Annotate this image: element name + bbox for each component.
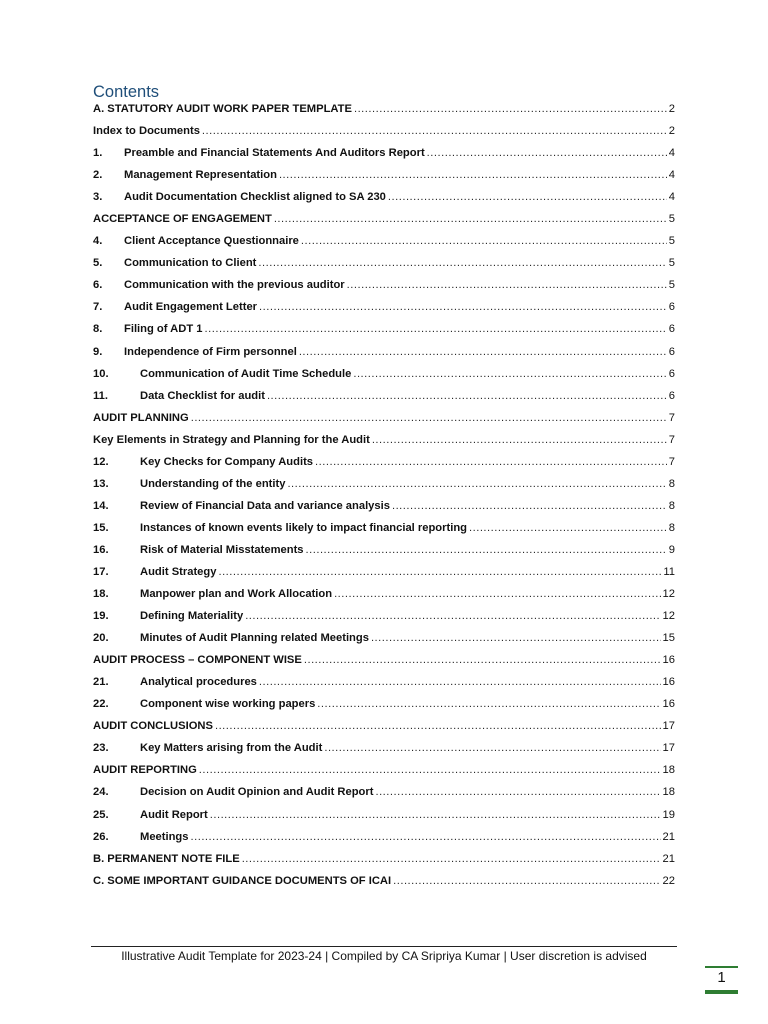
toc-dot-leader	[287, 478, 666, 490]
toc-entry-page: 15	[662, 632, 675, 645]
toc-entry-page: 5	[668, 213, 675, 226]
toc-entry-page: 16	[662, 654, 675, 667]
toc-entry-title: Analytical procedures	[140, 676, 257, 689]
toc-entry-title: AUDIT REPORTING	[93, 764, 197, 777]
toc-entry[interactable]	[93, 257, 675, 279]
toc-entry-number: 10.	[93, 367, 109, 380]
toc-dot-leader	[258, 257, 666, 269]
toc-entry[interactable]	[93, 346, 675, 368]
toc-entry-title: Management Representation	[124, 169, 277, 182]
toc-entry-number: 2.	[93, 169, 103, 182]
toc-entry-page: 8	[668, 521, 675, 534]
toc-entry-number: 24.	[93, 786, 109, 799]
toc-dot-leader	[215, 720, 661, 732]
toc-entry-title: B. PERMANENT NOTE FILE	[93, 852, 240, 865]
toc-entry-page: 5	[668, 257, 675, 270]
toc-entry-title: Audit Report	[140, 808, 208, 821]
toc-entry-page: 7	[668, 411, 675, 424]
toc-entry-page: 6	[668, 367, 675, 380]
toc-entry-title: Minutes of Audit Planning related Meetings	[140, 632, 369, 645]
toc-entry-title: Index to Documents	[93, 125, 200, 138]
toc-entry-title: Independence of Firm personnel	[124, 345, 297, 358]
toc-entry-number: 13.	[93, 477, 109, 490]
toc-entry-page: 17	[662, 720, 675, 733]
toc-entry-page: 18	[662, 764, 675, 777]
toc-entry-page: 12	[662, 610, 675, 623]
toc-entry[interactable]	[93, 279, 675, 301]
toc-dot-leader	[245, 610, 660, 622]
toc-entry-title: Client Acceptance Questionnaire	[124, 235, 299, 248]
toc-entry-page: 6	[668, 389, 675, 402]
toc-entry-number: 11.	[93, 389, 108, 402]
toc-entry-number: 3.	[93, 191, 103, 204]
toc-entry-title: Communication of Audit Time Schedule	[140, 367, 352, 380]
toc-entry[interactable]	[93, 742, 675, 764]
toc-entry-title: Instances of known events likely to impact financial reporting	[140, 521, 467, 534]
toc-dot-leader	[375, 786, 660, 798]
toc-entry-title: Review of Financial Data and variance analysis	[140, 499, 390, 512]
toc-entry-number: 15.	[93, 521, 109, 534]
toc-entry-title: Audit Documentation Checklist aligned to SA 230	[124, 191, 386, 204]
toc-dot-leader	[347, 279, 667, 291]
toc-entry[interactable]	[93, 853, 675, 875]
toc-dot-leader	[388, 191, 667, 203]
toc-dot-leader	[210, 809, 661, 821]
toc-entry[interactable]	[93, 368, 675, 390]
toc-entry-page: 2	[668, 125, 675, 138]
toc-entry-number: 5.	[93, 257, 103, 270]
toc-dot-leader	[372, 434, 667, 446]
toc-entry-number: 7.	[93, 301, 103, 314]
toc-dot-leader	[392, 500, 667, 512]
toc-entry-number: 12.	[93, 455, 109, 468]
toc-dot-leader	[353, 368, 666, 380]
toc-entry[interactable]	[93, 809, 675, 831]
toc-entry-page: 16	[662, 676, 675, 689]
toc-entry-page: 18	[662, 786, 675, 799]
toc-dot-leader	[469, 522, 667, 534]
toc-dot-leader	[279, 169, 667, 181]
toc-entry-title: Key Matters arising from the Audit	[140, 742, 323, 755]
toc-entry[interactable]	[93, 478, 675, 500]
toc-entry-page: 8	[668, 477, 675, 490]
toc-entry[interactable]	[93, 764, 675, 786]
toc-entry-page: 6	[668, 323, 675, 336]
table-of-contents	[93, 103, 675, 897]
toc-dot-leader	[334, 588, 660, 600]
toc-dot-leader	[317, 698, 660, 710]
toc-entry-number: 4.	[93, 235, 103, 248]
toc-entry-number: 19.	[93, 610, 109, 623]
toc-entry-page: 9	[668, 543, 675, 556]
toc-entry-title: Risk of Material Misstatements	[140, 543, 304, 556]
toc-entry[interactable]	[93, 412, 675, 434]
page-number-box	[705, 966, 738, 994]
toc-entry-page: 6	[668, 345, 675, 358]
toc-entry-title: Decision on Audit Opinion and Audit Report	[140, 786, 374, 799]
toc-entry-page: 19	[662, 808, 675, 821]
toc-dot-leader	[202, 125, 667, 137]
toc-entry-page: 7	[668, 455, 675, 468]
toc-dot-leader	[299, 346, 667, 358]
toc-entry-number: 17.	[93, 565, 109, 578]
toc-dot-leader	[306, 544, 667, 556]
toc-entry-title: Understanding of the entity	[140, 477, 286, 490]
page-number-bottom-bar	[705, 990, 738, 994]
toc-entry[interactable]	[93, 390, 675, 412]
toc-entry-number: 16.	[93, 543, 109, 556]
toc-dot-leader	[393, 875, 660, 887]
toc-entry-page: 4	[668, 191, 675, 204]
toc-dot-leader	[242, 853, 661, 865]
toc-entry-page: 12	[662, 588, 675, 601]
toc-entry-page: 17	[662, 742, 675, 755]
toc-entry[interactable]	[93, 786, 675, 808]
footer-divider	[91, 946, 677, 947]
toc-entry-title: Preamble and Financial Statements And Auditors Report	[124, 147, 425, 160]
toc-entry-number: 26.	[93, 830, 109, 843]
page-number: 1	[717, 969, 726, 986]
toc-entry[interactable]	[93, 191, 675, 213]
toc-entry[interactable]	[93, 632, 675, 654]
toc-dot-leader	[274, 213, 667, 225]
toc-entry-number: 21.	[93, 676, 109, 689]
toc-entry-title: C. SOME IMPORTANT GUIDANCE DOCUMENTS OF ICAI	[93, 874, 392, 887]
toc-entry-number: 25.	[93, 808, 109, 821]
toc-entry-page: 11	[663, 565, 675, 578]
toc-entry[interactable]	[93, 698, 675, 720]
toc-dot-leader	[267, 390, 667, 402]
toc-entry[interactable]	[93, 103, 675, 125]
toc-entry[interactable]	[93, 544, 675, 566]
toc-entry-title: Defining Materiality	[140, 610, 244, 623]
toc-entry[interactable]	[93, 456, 675, 478]
toc-entry-title: ACCEPTANCE OF ENGAGEMENT	[93, 213, 272, 226]
toc-dot-leader	[205, 323, 667, 335]
toc-dot-leader	[191, 412, 667, 424]
toc-entry[interactable]	[93, 588, 675, 610]
toc-entry-title: A. STATUTORY AUDIT WORK PAPER TEMPLATE	[93, 103, 352, 115]
toc-dot-leader	[259, 301, 667, 313]
toc-entry-page: 5	[668, 279, 675, 292]
toc-dot-leader	[304, 654, 661, 666]
toc-entry[interactable]	[93, 720, 675, 742]
toc-entry-page: 8	[668, 499, 675, 512]
toc-entry-page: 21	[662, 830, 675, 843]
toc-dot-leader	[324, 742, 660, 754]
toc-entry[interactable]	[93, 610, 675, 632]
toc-entry-number: 20.	[93, 632, 109, 645]
toc-entry[interactable]	[93, 676, 675, 698]
toc-entry-title: Communication to Client	[124, 257, 257, 270]
toc-entry[interactable]	[93, 169, 675, 191]
toc-entry-title: Data Checklist for audit	[140, 389, 265, 402]
toc-entry-number: 23.	[93, 742, 109, 755]
toc-entry-title: Audit Engagement Letter	[124, 301, 258, 314]
toc-entry-page: 2	[668, 103, 675, 115]
page-number-top-bar	[705, 966, 738, 968]
toc-entry[interactable]	[93, 125, 675, 147]
toc-entry[interactable]	[93, 875, 675, 897]
toc-entry-number: 1.	[93, 147, 103, 160]
toc-entry-title: Meetings	[140, 830, 189, 843]
toc-entry-number: 14.	[93, 499, 109, 512]
toc-entry[interactable]	[93, 831, 675, 853]
toc-entry-page: 7	[668, 433, 675, 446]
toc-entry[interactable]	[93, 235, 675, 257]
contents-heading: Contents	[93, 83, 160, 101]
toc-dot-leader	[371, 632, 661, 644]
toc-entry-page: 4	[668, 147, 675, 160]
toc-dot-leader	[218, 566, 661, 578]
toc-entry-title: Filing of ADT 1	[124, 323, 203, 336]
toc-entry-page: 16	[662, 698, 675, 711]
toc-entry-title: Key Elements in Strategy and Planning for the Audit	[93, 433, 370, 446]
toc-dot-leader	[354, 103, 667, 115]
toc-entry[interactable]	[93, 147, 675, 169]
toc-entry[interactable]	[93, 500, 675, 522]
toc-entry-number: 6.	[93, 279, 103, 292]
toc-entry-title: Manpower plan and Work Allocation	[140, 588, 333, 601]
toc-entry-number: 8.	[93, 323, 103, 336]
toc-entry-page: 5	[668, 235, 675, 248]
toc-entry[interactable]	[93, 522, 675, 544]
toc-entry[interactable]	[93, 654, 675, 676]
toc-entry[interactable]	[93, 323, 675, 345]
toc-entry-title: AUDIT PROCESS – COMPONENT WISE	[93, 654, 302, 667]
toc-entry-page: 4	[668, 169, 675, 182]
toc-dot-leader	[191, 831, 661, 843]
toc-entry-title: AUDIT CONCLUSIONS	[93, 720, 213, 733]
toc-entry-number: 22.	[93, 698, 109, 711]
toc-dot-leader	[301, 235, 667, 247]
toc-entry-title: Communication with the previous auditor	[124, 279, 345, 292]
toc-dot-leader	[427, 147, 667, 159]
toc-dot-leader	[315, 456, 667, 468]
toc-dot-leader	[259, 676, 661, 688]
toc-entry-title: AUDIT PLANNING	[93, 411, 189, 424]
toc-entry-title: Key Checks for Company Audits	[140, 455, 314, 468]
toc-entry[interactable]	[93, 213, 675, 235]
toc-entry-title: Component wise working papers	[140, 698, 316, 711]
toc-entry-page: 6	[668, 301, 675, 314]
toc-entry[interactable]	[93, 301, 675, 323]
toc-entry[interactable]	[93, 434, 675, 456]
toc-entry-number: 9.	[93, 345, 103, 358]
toc-entry-page: 22	[662, 874, 675, 887]
toc-entry-title: Audit Strategy	[140, 565, 217, 578]
toc-entry-number: 18.	[93, 588, 109, 601]
toc-entry[interactable]	[93, 566, 675, 588]
toc-entry-page: 21	[662, 852, 675, 865]
toc-dot-leader	[199, 764, 661, 776]
footer-text: Illustrative Audit Template for 2023-24 | Compiled by CA Sripriya Kumar | User discretion is advised	[121, 949, 647, 963]
